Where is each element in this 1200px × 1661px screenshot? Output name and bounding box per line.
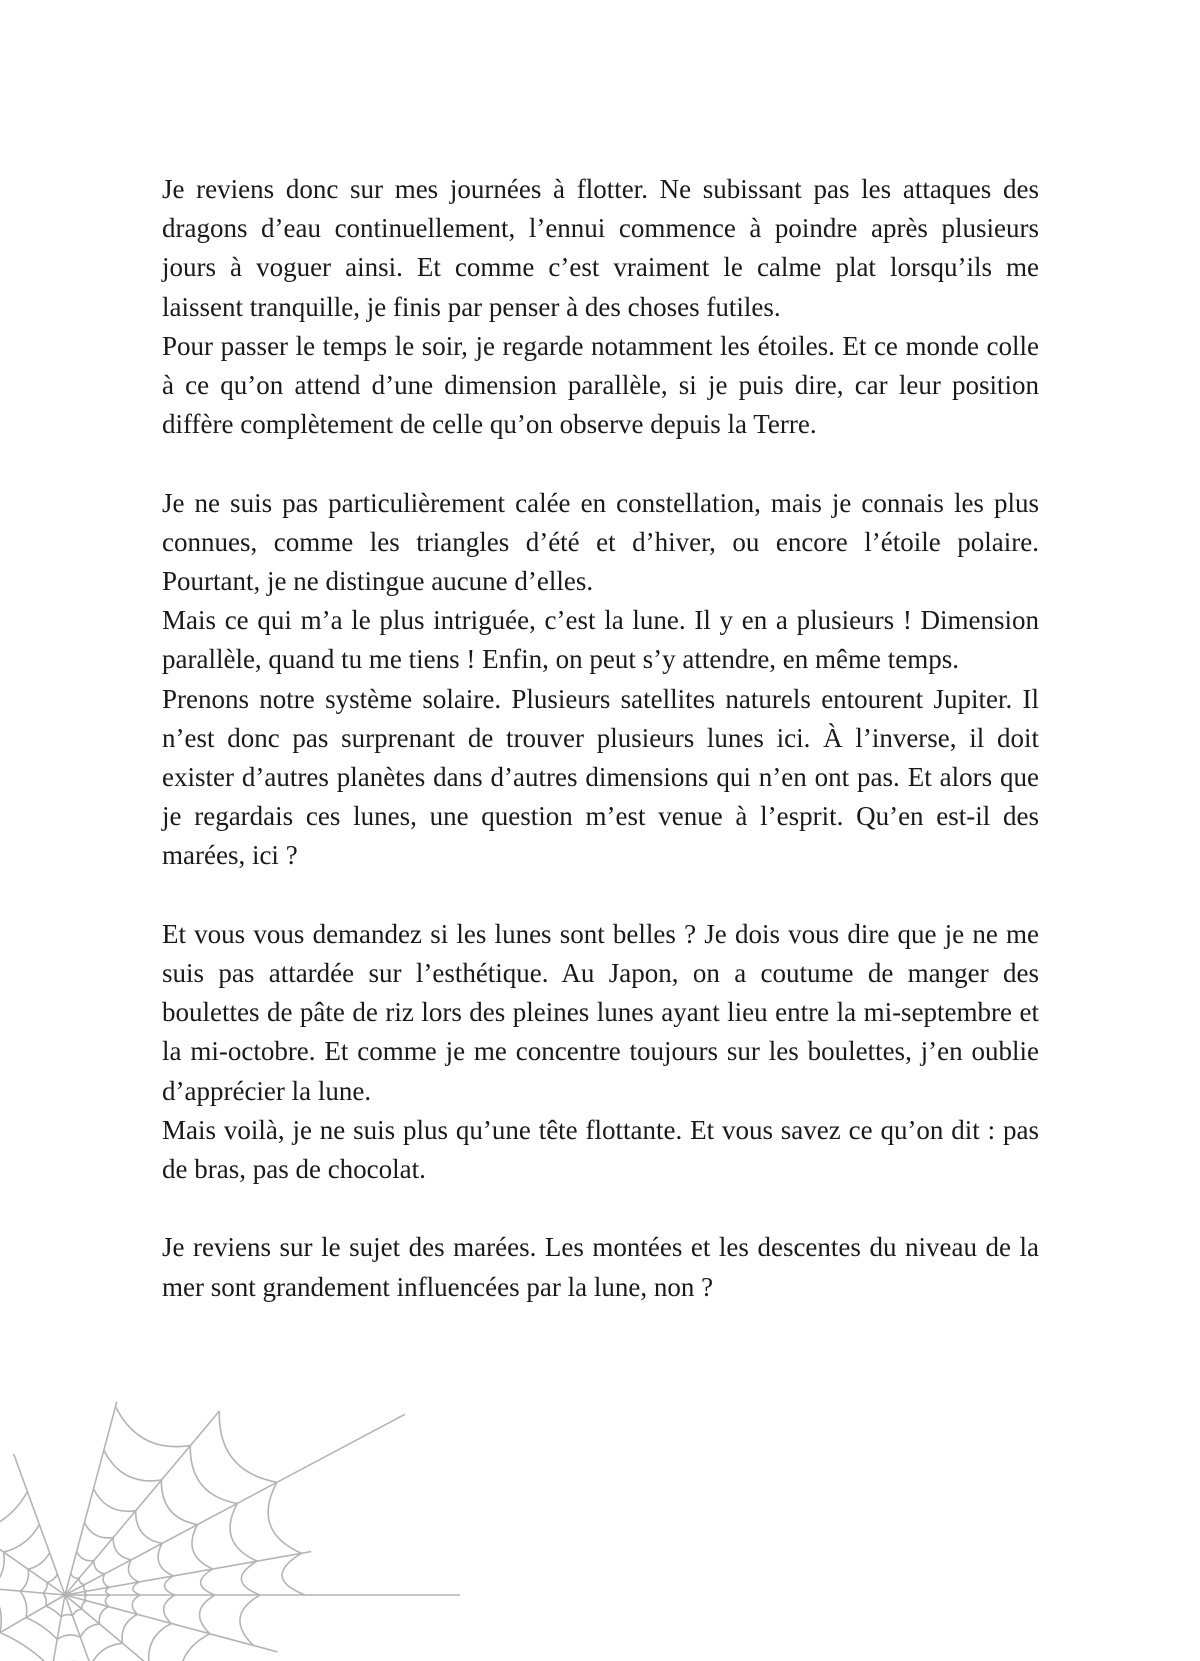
paragraph: Prenons notre système solaire. Plusieurs satellites naturels entourent Jupiter. Il n’est donc pas surprenant de trouver plusieurs lunes ici. À l’inverse, il doit exister d’autres planètes dans d’autres dimensions qui n’en ont pas. Et alors que je regardais ces lunes, une question m’est venue à l’esprit. Qu’en est-il des marées, ici ? bbox=[162, 683, 1039, 871]
paragraph-spacer bbox=[162, 876, 1039, 915]
web-spoke bbox=[0, 1585, 65, 1596]
paragraph: Pour passer le temps le soir, je regarde notamment les étoiles. Et ce monde colle à ce qu’on attend d’une dimension parallèle, si je puis dire, car leur position diffère complètement de celle qu’on observe depuis la Terre. bbox=[162, 330, 1039, 440]
spider-web-icon bbox=[0, 1170, 490, 1661]
web-spoke bbox=[65, 1411, 219, 1595]
web-spoke bbox=[65, 1414, 405, 1595]
body-text bbox=[162, 170, 1039, 1307]
paragraph: Je reviens donc sur mes journées à flotter. Ne subissant pas les attaques des dragons d’eau continuellement, l’ennui commence à poindre après plusieurs jours à voguer ainsi. Et comme c’est vraiment le calme plat lorsqu’ils me laissent tranquille, je finis par penser à des choses futiles. bbox=[162, 174, 1039, 322]
web-spoke bbox=[0, 1515, 65, 1595]
paragraph: Et vous vous demandez si les lunes sont belles ? Je dois vous dire que je ne me suis pas attardée sur l’esthétique. Au Japon, on a coutume de manger des boulettes de pâte de riz lors des pleines lunes ayant lieu entre la mi-septembre et la mi-octobre. Et comme je me concentre toujours sur les boulettes, j’en oublie d’apprécier la lune. bbox=[162, 918, 1039, 1106]
web-spoke bbox=[14, 1454, 65, 1595]
paragraph: Je reviens sur le sujet des marées. Les montées et les descentes du niveau de la mer sont grandement influencées par la lune, non ? bbox=[162, 1232, 1039, 1302]
web-ring bbox=[0, 1489, 175, 1661]
paragraph: Mais voilà, je ne suis plus qu’une tête flottante. Et vous savez ce qu’on dit : pas de bras, pas de chocolat. bbox=[162, 1114, 1039, 1185]
paragraph: Mais ce qui m’a le plus intriguée, c’est la lune. Il y en a plusieurs ! Dimension parallèle, quand tu me tiens ! Enfin, on peut s’y attendre, en même temps. bbox=[162, 605, 1039, 675]
paragraph: Je ne suis pas particulièrement calée en constellation, mais je connais les plus connues, comme les triangles d’été et d’hiver, ou encore l’étoile polaire. Pourtant, je ne distingue aucune d’elles. bbox=[162, 487, 1039, 597]
web-ring bbox=[116, 1407, 261, 1646]
paragraph-spacer bbox=[162, 444, 1039, 483]
web-spoke bbox=[65, 1402, 117, 1595]
